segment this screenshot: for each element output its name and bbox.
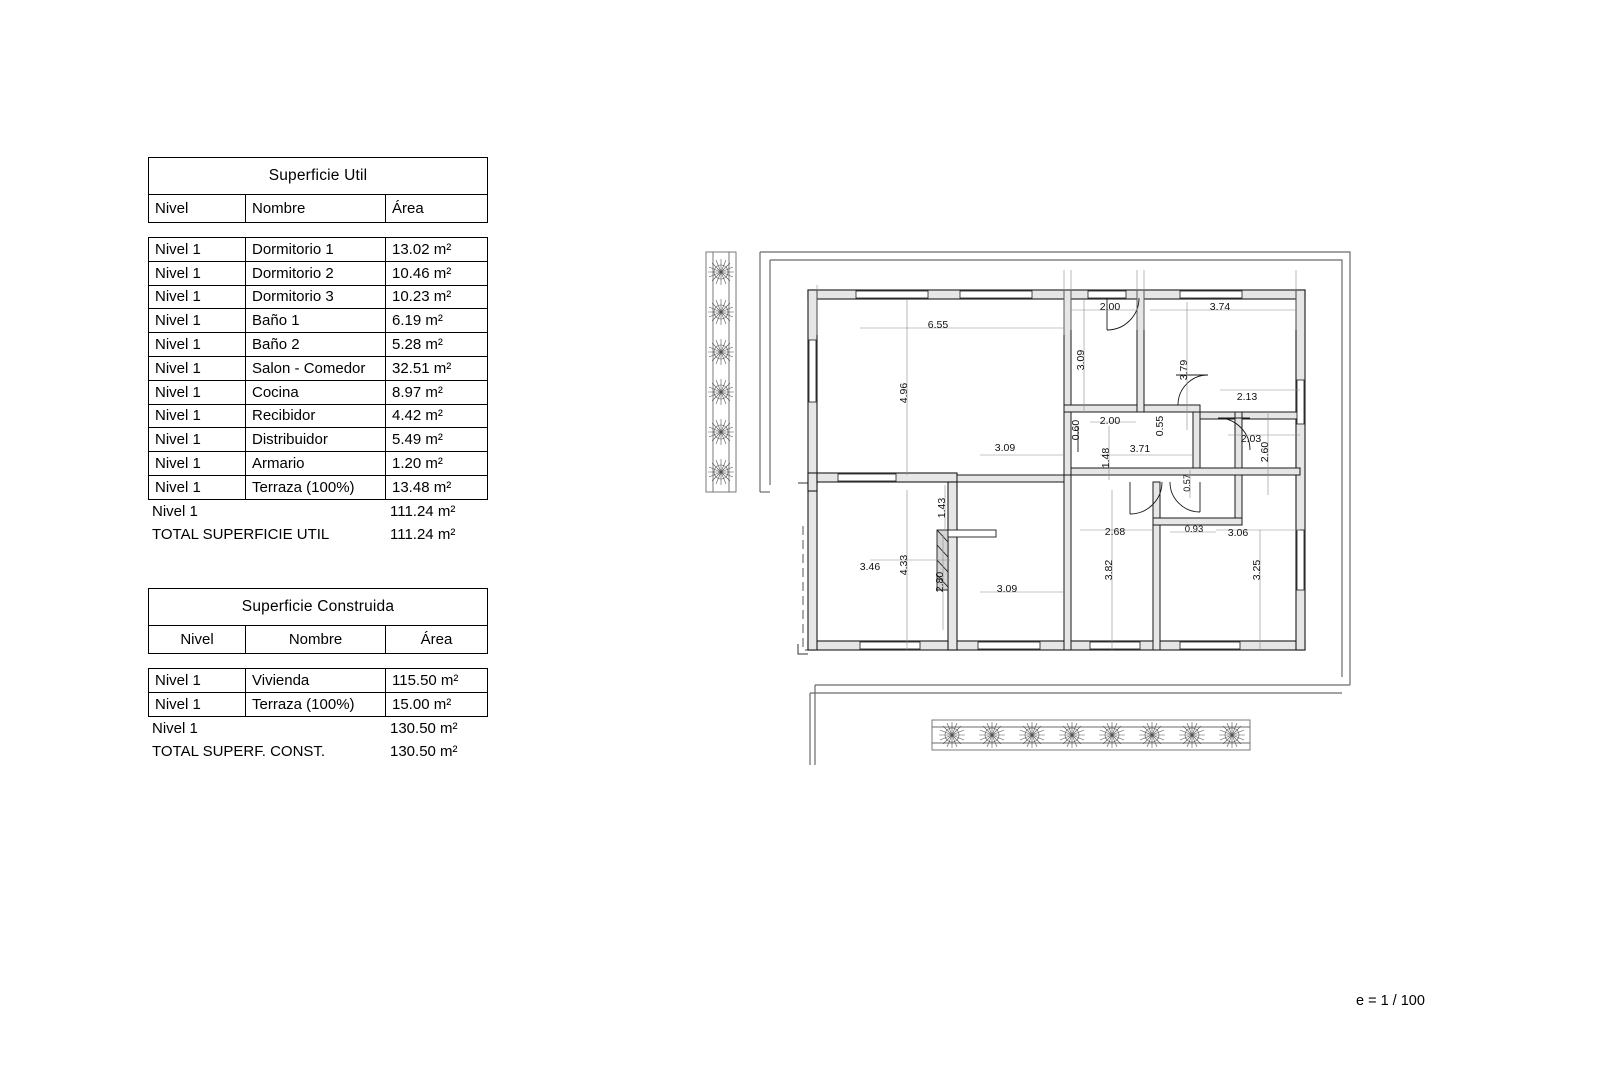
dimension-label: 6.55 bbox=[927, 319, 949, 331]
dimension-label: 3.71 bbox=[1129, 443, 1151, 455]
total-row bbox=[148, 523, 488, 546]
terrace-outline bbox=[803, 526, 950, 650]
scale-note: e = 1 / 100 bbox=[1356, 993, 1425, 1009]
dimension-label: 1.48 bbox=[1100, 447, 1112, 469]
cell-nivel: Nivel 1 bbox=[155, 478, 201, 496]
dimension-lines bbox=[817, 270, 1300, 650]
cell-area: 15.00 m² bbox=[385, 693, 487, 716]
dimension-label: 3.09 bbox=[994, 442, 1016, 454]
cell-area: 5.49 m² bbox=[385, 428, 487, 451]
dimension-label: 2.00 bbox=[1099, 301, 1121, 313]
cell-nivel: Nivel 1 bbox=[155, 431, 201, 449]
column-header-area: Área bbox=[385, 626, 487, 653]
cell-nivel: Nivel 1 bbox=[155, 359, 201, 377]
cell-nivel: Nivel 1 bbox=[155, 695, 201, 713]
cell-nombre: Cocina bbox=[245, 381, 385, 404]
cell-nombre: Dormitorio 2 bbox=[245, 262, 385, 285]
table-spacer bbox=[148, 223, 488, 237]
table-row bbox=[149, 262, 487, 286]
dimension-label: 2.13 bbox=[1236, 391, 1258, 403]
column-header-nombre: Nombre bbox=[245, 626, 385, 653]
total-value: 130.50 m² bbox=[390, 742, 458, 760]
cell-nombre: Dormitorio 3 bbox=[245, 286, 385, 309]
column-header-nombre: Nombre bbox=[245, 195, 385, 222]
cell-nombre: Dormitorio 1 bbox=[245, 238, 385, 261]
cell-area: 10.23 m² bbox=[385, 286, 487, 309]
dimension-label: 2.03 bbox=[1240, 433, 1262, 445]
dimension-label: 2.68 bbox=[1104, 526, 1126, 538]
table-title: Superficie Util bbox=[268, 167, 368, 184]
cell-nombre: Terraza (100%) bbox=[245, 476, 385, 499]
table-row bbox=[149, 669, 487, 693]
cell-nombre: Distribuidor bbox=[245, 428, 385, 451]
total-row bbox=[148, 740, 488, 763]
table-row bbox=[149, 405, 487, 429]
subtotal-value: 111.24 m² bbox=[390, 502, 456, 520]
dimension-label: 0.55 bbox=[1154, 415, 1166, 437]
total-value: 111.24 m² bbox=[390, 525, 456, 543]
column-header-area: Área bbox=[385, 195, 487, 222]
cell-nivel: Nivel 1 bbox=[155, 407, 201, 425]
cell-nombre: Vivienda bbox=[245, 669, 385, 692]
floor-plan-drawing bbox=[660, 230, 1370, 790]
table-row bbox=[149, 286, 487, 310]
column-header-nivel: Nivel bbox=[155, 200, 189, 217]
superficie-construida-table bbox=[148, 588, 488, 763]
cell-area: 4.42 m² bbox=[385, 405, 487, 428]
cell-nombre: Recibidor bbox=[245, 405, 385, 428]
subtotal-value: 130.50 m² bbox=[390, 719, 458, 737]
cell-nombre: Baño 2 bbox=[245, 333, 385, 356]
cell-area: 13.48 m² bbox=[385, 476, 487, 499]
cell-nivel: Nivel 1 bbox=[155, 336, 201, 354]
total-label: TOTAL SUPERF. CONST. bbox=[152, 742, 326, 760]
cell-nombre: Armario bbox=[245, 452, 385, 475]
cell-area: 1.20 m² bbox=[385, 452, 487, 475]
subtotal-row bbox=[148, 500, 488, 523]
interior-walls bbox=[957, 290, 1300, 650]
dimension-label: 3.09 bbox=[996, 583, 1018, 595]
dimension-label: 3.06 bbox=[1227, 527, 1249, 539]
column-header-nivel: Nivel bbox=[180, 631, 214, 648]
table-row bbox=[149, 238, 487, 262]
cell-nivel: Nivel 1 bbox=[155, 240, 201, 258]
cell-area: 115.50 m² bbox=[385, 669, 487, 692]
cell-area: 8.97 m² bbox=[385, 381, 487, 404]
table-title: Superficie Construida bbox=[241, 598, 395, 615]
dimension-label: 3.25 bbox=[1251, 559, 1263, 581]
cell-nombre: Terraza (100%) bbox=[245, 693, 385, 716]
cell-nivel: Nivel 1 bbox=[155, 288, 201, 306]
dimension-label: 1.43 bbox=[936, 497, 948, 519]
dimension-label: 0.57 bbox=[1182, 474, 1192, 492]
subtotal-row bbox=[148, 717, 488, 740]
cell-area: 10.46 m² bbox=[385, 262, 487, 285]
dimension-label: 3.82 bbox=[1103, 559, 1115, 581]
cell-area: 5.28 m² bbox=[385, 333, 487, 356]
table-row bbox=[149, 476, 487, 500]
superficie-util-table bbox=[148, 157, 488, 546]
table-row bbox=[149, 381, 487, 405]
table-header-row bbox=[148, 625, 488, 654]
dimension-label: 3.79 bbox=[1178, 359, 1190, 381]
dimension-label: 3.46 bbox=[859, 561, 881, 573]
table-header-row bbox=[148, 194, 488, 223]
dimension-label: 2.00 bbox=[1099, 415, 1121, 427]
dimension-label: 3.09 bbox=[1075, 349, 1087, 371]
table-title-row bbox=[148, 157, 488, 194]
table-summary bbox=[148, 500, 488, 546]
total-label: TOTAL SUPERFICIE UTIL bbox=[152, 525, 330, 543]
table-row bbox=[149, 428, 487, 452]
table-row bbox=[149, 452, 487, 476]
cell-nivel: Nivel 1 bbox=[155, 383, 201, 401]
cell-nombre: Baño 1 bbox=[245, 309, 385, 332]
table-row bbox=[149, 309, 487, 333]
table-row bbox=[149, 357, 487, 381]
table-summary bbox=[148, 717, 488, 763]
cell-nivel: Nivel 1 bbox=[155, 264, 201, 282]
cell-nivel: Nivel 1 bbox=[155, 455, 201, 473]
cell-nivel: Nivel 1 bbox=[155, 671, 201, 689]
cell-nombre: Salon - Comedor bbox=[245, 357, 385, 380]
dimension-label: 4.96 bbox=[898, 382, 910, 404]
hedge-horizontal bbox=[932, 720, 1250, 750]
table-title-row bbox=[148, 588, 488, 625]
dimension-label: 0.93 bbox=[1184, 524, 1204, 535]
cell-area: 32.51 m² bbox=[385, 357, 487, 380]
table-body bbox=[148, 237, 488, 500]
table-body bbox=[148, 668, 488, 717]
dimension-label: 2.60 bbox=[1259, 441, 1271, 463]
table-row bbox=[149, 693, 487, 717]
wall-notch bbox=[808, 473, 957, 650]
dimension-label: 0.60 bbox=[1070, 419, 1082, 441]
plot-boundary bbox=[760, 252, 1350, 765]
cell-area: 6.19 m² bbox=[385, 309, 487, 332]
subtotal-label: Nivel 1 bbox=[152, 719, 198, 737]
cell-nivel: Nivel 1 bbox=[155, 312, 201, 330]
dimension-label: 3.74 bbox=[1209, 301, 1231, 313]
hedge-vertical bbox=[706, 252, 736, 492]
dimension-label: 2.80 bbox=[934, 571, 946, 593]
cell-area: 13.02 m² bbox=[385, 238, 487, 261]
subtotal-label: Nivel 1 bbox=[152, 502, 198, 520]
dimension-label: 4.33 bbox=[898, 554, 910, 576]
table-spacer bbox=[148, 654, 488, 668]
table-row bbox=[149, 333, 487, 357]
